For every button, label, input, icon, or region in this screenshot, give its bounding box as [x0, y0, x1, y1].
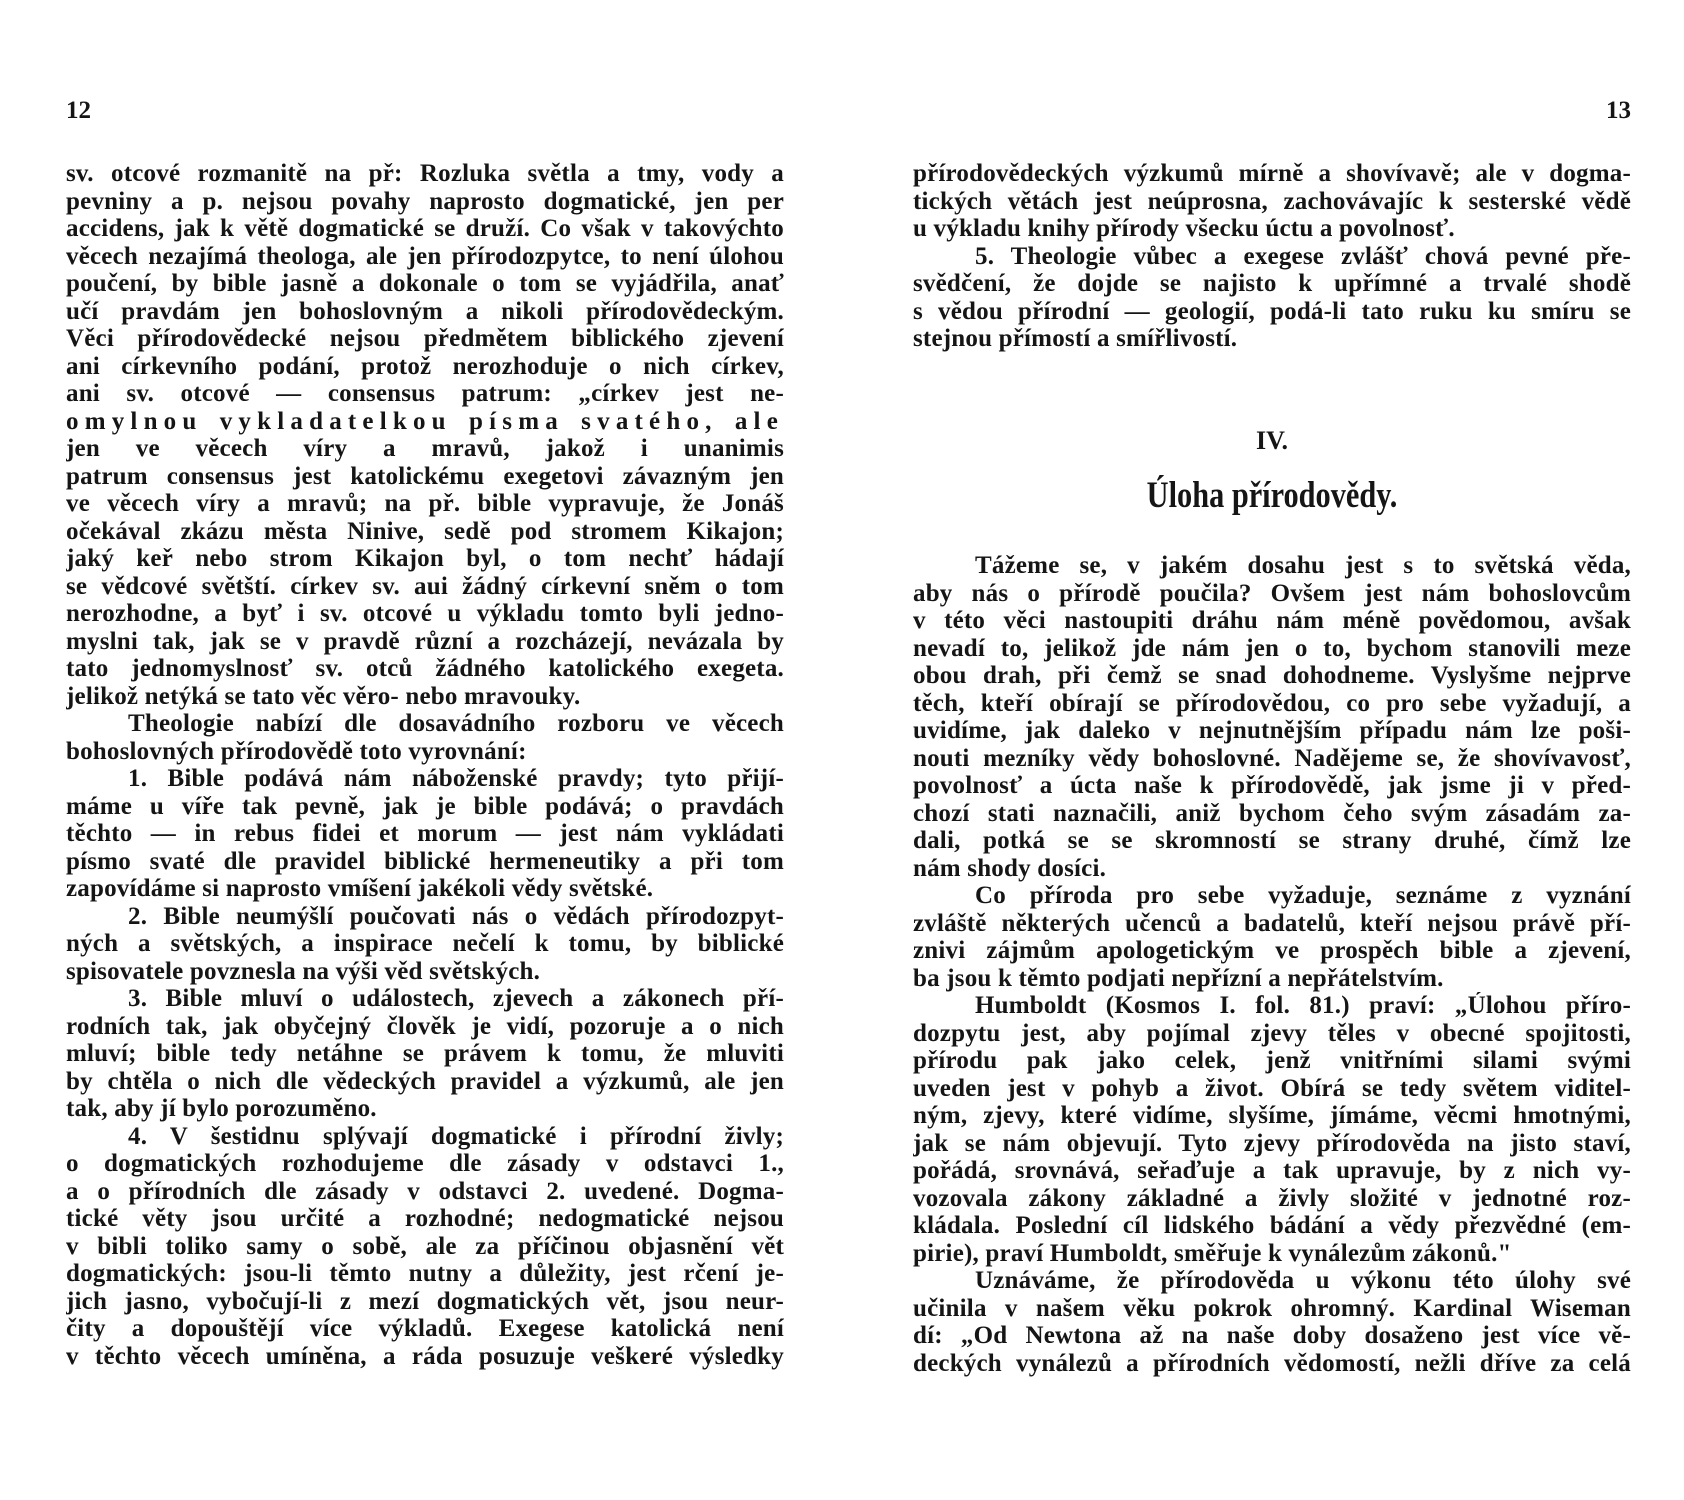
text-line: deckých vynálezů a přírodních vědomostí, nežli dříve za celá [913, 1349, 1631, 1377]
text-line: spisovatele povznesla na výši věd světských. [66, 957, 541, 985]
text-line: těch, kteří obírají se přírodovědou, co pro sebe vyžadují, a [913, 689, 1631, 717]
section-numeral: IV. [1255, 426, 1289, 455]
text-line: chozí stati naznačili, aniž bychom čeho svým zásadám za- [913, 799, 1631, 827]
right-page-text-before-section [913, 160, 1631, 353]
text-line: učí pravdám jen bohoslovným a nikoli přírodovědeckým. [66, 297, 784, 325]
text-line: 4. V šestidnu splývají dogmatické i přírodní živly; [128, 1122, 784, 1150]
text-line: kládala. Poslední cíl lidského bádání a vědy přezvědné (em- [913, 1212, 1631, 1239]
text-line: a o přírodních dle zásady v odstavci 2. uvedené. Dogma- [66, 1177, 784, 1205]
text-line: ani sv. otcové — consensus patrum: „církev jest ne- [66, 380, 784, 407]
text-line: myslni tak, jak se v pravdě různí a rozcházejí, nevázala by [66, 627, 784, 655]
text-line: Co příroda pro sebe vyžaduje, seznáme z vyznání [975, 882, 1631, 909]
text-line: uveden jest v pohyb a život. Obírá se tedy světem viditel- [913, 1074, 1631, 1102]
text-line: pirie), praví Humboldt, směřuje k vynálezům zákonů." [913, 1239, 1512, 1267]
text-line: v této věci nastoupiti dráhu nám méně povědomou, avšak [913, 607, 1631, 634]
text-line: o dogmatických rozhodujeme dle zásady v odstavci 1., [66, 1150, 784, 1177]
text-line: obou drah, při čemž se snad dohodneme. Vyslyšme nejprve [913, 662, 1631, 689]
text-line: dozpytu jest, aby pojímal zjevy těles v obecné spojitosti, [913, 1019, 1631, 1047]
text-line: učinila v našem věku pokrok ohromný. Kardinal Wiseman [913, 1294, 1631, 1322]
text-line: stejnou přímostí a smířlivostí. [913, 325, 1238, 352]
text-line: Uznáváme, že přírodověda u výkonu této úlohy své [975, 1267, 1631, 1294]
text-line: omylnou vykladatelkou písma svatého, ale [66, 407, 784, 435]
text-line: mluví; bible tedy netáhne se právem k tomu, že mluviti [66, 1040, 784, 1067]
text-line: pevniny a p. nejsou povahy naprosto dogmatické, jen per [66, 187, 784, 215]
text-line: písmo svaté dle pravidel biblické hermeneutiky a při tom [66, 847, 784, 875]
left-page-text [66, 160, 784, 1370]
text-line: ve věcech víry a mravů; na př. bible vypravuje, že Jonáš [66, 490, 784, 517]
text-line: jen ve věcech víry a mravů, jakož i unanimis [66, 435, 784, 462]
section-title: Úloha přírodovědy. [1146, 475, 1398, 516]
text-line: Věci přírodovědecké nejsou předmětem biblického zjevení [66, 325, 784, 352]
text-line: ani církevního podání, protož nerozhoduje o nich církev, [66, 352, 784, 380]
text-line: nouti mezníky vědy bohoslovné. Nadějeme se, že shovívavosť, [913, 744, 1631, 772]
text-line: tické věty jsou určité a rozhodné; nedogmatické nejsou [66, 1205, 784, 1232]
text-line: dogmatických: jsou-li těmto nutny a důležity, jest rčení je- [66, 1260, 784, 1287]
text-line: poučení, by bible jasně a dokonale o tom se vyjádřila, anať [66, 270, 784, 297]
text-line: čity a dopouštějí více výkladů. Exegese katolická není [66, 1315, 784, 1342]
text-line: věcech nezajímá theologa, ale jen přírodozpytce, to není úlohou [66, 242, 784, 270]
text-line: 3. Bible mluví o událostech, zjevech a zákonech pří- [128, 985, 784, 1012]
text-line: tak, aby jí bylo porozuměno. [66, 1095, 377, 1122]
right-page-text-after-section [913, 552, 1631, 1377]
text-line: povolnosť a úcta naše k přírodovědě, jak jsme ji v před- [913, 772, 1631, 799]
text-line: uvidíme, jak daleko v nejnutnějším případu nám lze poši- [913, 717, 1631, 744]
text-line: ba jsou k těmto podjati nepřízní a nepřátelstvím. [913, 964, 1444, 992]
text-line: Tážeme se, v jakém dosahu jest s to světská věda, [975, 552, 1631, 579]
text-line: pořádá, srovnává, seřaďuje a tak upravuje, by z nich vy- [913, 1157, 1631, 1184]
text-line: ných a světských, a inspirace nečelí k tomu, by biblické [66, 930, 784, 957]
text-line: v bibli toliko samy o sobě, ale za příčinou objasnění vět [66, 1232, 784, 1260]
text-line: Humboldt (Kosmos I. fol. 81.) praví: „Úlohou přírо- [975, 992, 1631, 1019]
text-line: rodních tak, jak obyčejný člověk je vidí, pozoruje a o nich [66, 1012, 784, 1040]
text-line: jelikož netýká se tato věc věro- nebo mravouky. [66, 682, 581, 710]
text-line: dí: „Od Newtona až na naše doby dosaženo jest více vě- [913, 1322, 1631, 1349]
text-line: u výkladu knihy přírody všecku úctu a povolnosť. [913, 215, 1455, 242]
text-line: v těchto věcech umíněna, a ráda posuzuje veškeré výsledky [66, 1342, 784, 1370]
text-line: accidens, jak k větě dogmatické se druží. Co však v takovýchto [66, 215, 784, 242]
text-line: sv. otcové rozmanitě na př: Rozluka světla a tmy, vody a [66, 160, 784, 187]
text-line: jak se nám objevují. Tyto zjevy přírodověda na jisto staví, [913, 1129, 1631, 1157]
text-line: by chtěla o nich dle vědeckých pravidel a výzkumů, ale jen [66, 1067, 784, 1095]
text-line: zapovídáme si naprosto vmíšení jakékoli vědy světské. [66, 875, 654, 902]
text-line: bohoslovných přírodovědě toto vyrovnání: [66, 737, 527, 765]
text-line: 2. Bible neumýšlí poučovati nás o vědách přírodozpyt- [128, 902, 784, 930]
text-line: jich jasno, vybočují-li z mezí dogmatických vět, jsou neur- [66, 1287, 784, 1315]
text-line: přírodovědeckých výzkumů mírně a shovívavě; ale v dogma- [913, 160, 1631, 187]
text-line: nám shody dosíci. [913, 854, 1107, 882]
text-line: aby nás o přírodě poučila? Ovšem jest nám bohoslovcům [913, 579, 1631, 607]
text-line: 1. Bible podává nám náboženské pravdy; tyto přijí- [128, 765, 784, 792]
text-line: tických větách jest neúprosna, zachovávajíc k sesterské vědě [913, 187, 1631, 215]
text-line: ným, zjevy, které vidíme, slyšíme, jímáme, věcmi hmotnými, [913, 1102, 1631, 1129]
text-line: se vědcové světští. církev sv. aui žádný církevní sněm o tom [66, 572, 784, 600]
text-line: nerozhodne, a byť i sv. otcové u výkladu tomto byli jedno- [66, 600, 784, 627]
left-page-number: 12 [66, 97, 91, 124]
text-line: dali, potká se se skromností se strany druhé, čímž lze [913, 827, 1631, 854]
text-line: patrum consensus jest katolickému exegetovi závazným jen [66, 462, 784, 490]
text-line: 5. Theologie vůbec a exegese zvlášť chová pevné pře- [975, 242, 1631, 270]
text-line: máme u víře tak pevně, jak je bible podává; o pravdách [66, 792, 784, 820]
text-line: tato jednomyslnosť sv. otců žádného katolického exegeta. [66, 655, 784, 682]
text-line: očekával zkázu města Ninive, sedě pod stromem Kikajon; [66, 517, 784, 545]
text-line: vozovala zákony základné a živly složité v jednotné roz- [913, 1184, 1631, 1212]
text-line: nevadí to, jelikož jde nám jen o to, bychom stanovili meze [913, 634, 1631, 662]
text-line: svědčení, že dojde se najisto k upřímné a trvalé shodě [913, 270, 1631, 297]
text-line: znivi zájmům apologetickým ve prospěch bible a zjevení, [913, 937, 1631, 964]
text-line: zvláště některých učenců a badatelů, kteří nejsou právě pří- [913, 909, 1631, 937]
text-line: přírodu pak jako celek, jenž vnitřními silami svými [913, 1047, 1631, 1074]
text-line: Theologie nabízí dle dosavádního rozboru ve věcech [128, 710, 784, 737]
right-page-number: 13 [1606, 97, 1631, 124]
right-page [842, 0, 1684, 1500]
text-line: jaký keř nebo strom Kikajon byl, o tom nechť hádají [66, 545, 784, 572]
text-line: s vědou přírodní — geologií, podá-li tato ruku ku smíru se [913, 297, 1631, 325]
text-line: těchto — in rebus fidei et morum — jest nám vykládati [66, 820, 784, 847]
